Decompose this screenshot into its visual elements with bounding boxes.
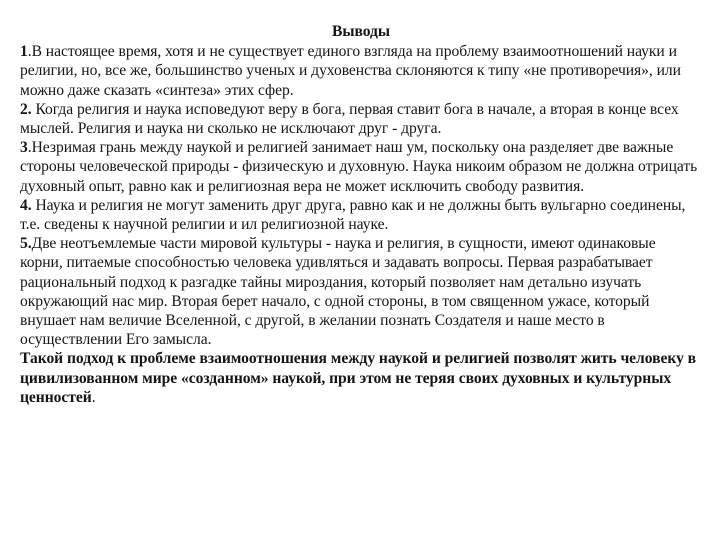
point-text: Две неотъемлемые части мировой культуры - наука и религия, в сущности, имеют одинаковые корни, питаемые способностью человека удивляться и задавать вопросы. Первая разрабатывает рациональный подход к разгадке тайны мироздания, который позволяет нам детально изучать окружающий нас мир. Вторая берет начало, с одной стороны, в том священном ужасе, который внушает нам величие Вселенной, с другой, в желании познать Создателя и наше место в осуществлении Его замысла. bbox=[20, 235, 656, 349]
point-text: Когда религия и наука исповедуют веру в бога, первая ставит бога в начале, а вторая в конце всех мыслей. Религия и наука ни сколько не исключают друг - друга. bbox=[20, 100, 679, 138]
point-number: 5. bbox=[20, 235, 32, 253]
slide-content bbox=[20, 22, 702, 407]
conclusion-point-4 bbox=[20, 196, 702, 234]
point-number: 4. bbox=[20, 196, 32, 214]
final-conclusion-text: Такой подход к проблеме взаимоотношения между наукой и религией позволят жить человеку в цивилизованном мире «созданном» наукой, при этом не теряя своих духовных и культурных ценностей bbox=[20, 350, 697, 406]
conclusion-point-1 bbox=[20, 42, 702, 100]
point-text: Наука и религия не могут заменить друг друга, равно как и не должны быть вульгарно соединены, т.е. сведены к научной религии и ил религиозной науке. bbox=[20, 196, 686, 234]
point-number: 1 bbox=[20, 43, 28, 61]
point-text: .Незримая грань между наукой и религией занимает наш ум, поскольку она разделяет две важные стороны человеческой природы - физическую и духовную. Наука никоим образом не должна отрицать духовный опыт, равно как и религиозная вера не может исключить свободу развития. bbox=[20, 139, 698, 195]
point-number: 3 bbox=[20, 139, 28, 157]
conclusion-point-2 bbox=[20, 100, 702, 138]
point-text: .В настоящее время, хотя и не существует единого взгляда на проблему взаимоотношений науки и религии, но, все же, большинство ученых и духовенства склоняются к типу «не противоречия», или можно даже сказать «синтеза» этих сфер. bbox=[20, 43, 681, 99]
conclusion-point-3 bbox=[20, 138, 702, 196]
page-title: Выводы bbox=[331, 23, 390, 40]
final-conclusion-period: . bbox=[91, 388, 96, 406]
conclusion-point-5 bbox=[20, 234, 702, 349]
point-number: 2. bbox=[20, 100, 32, 118]
final-conclusion bbox=[20, 349, 702, 407]
